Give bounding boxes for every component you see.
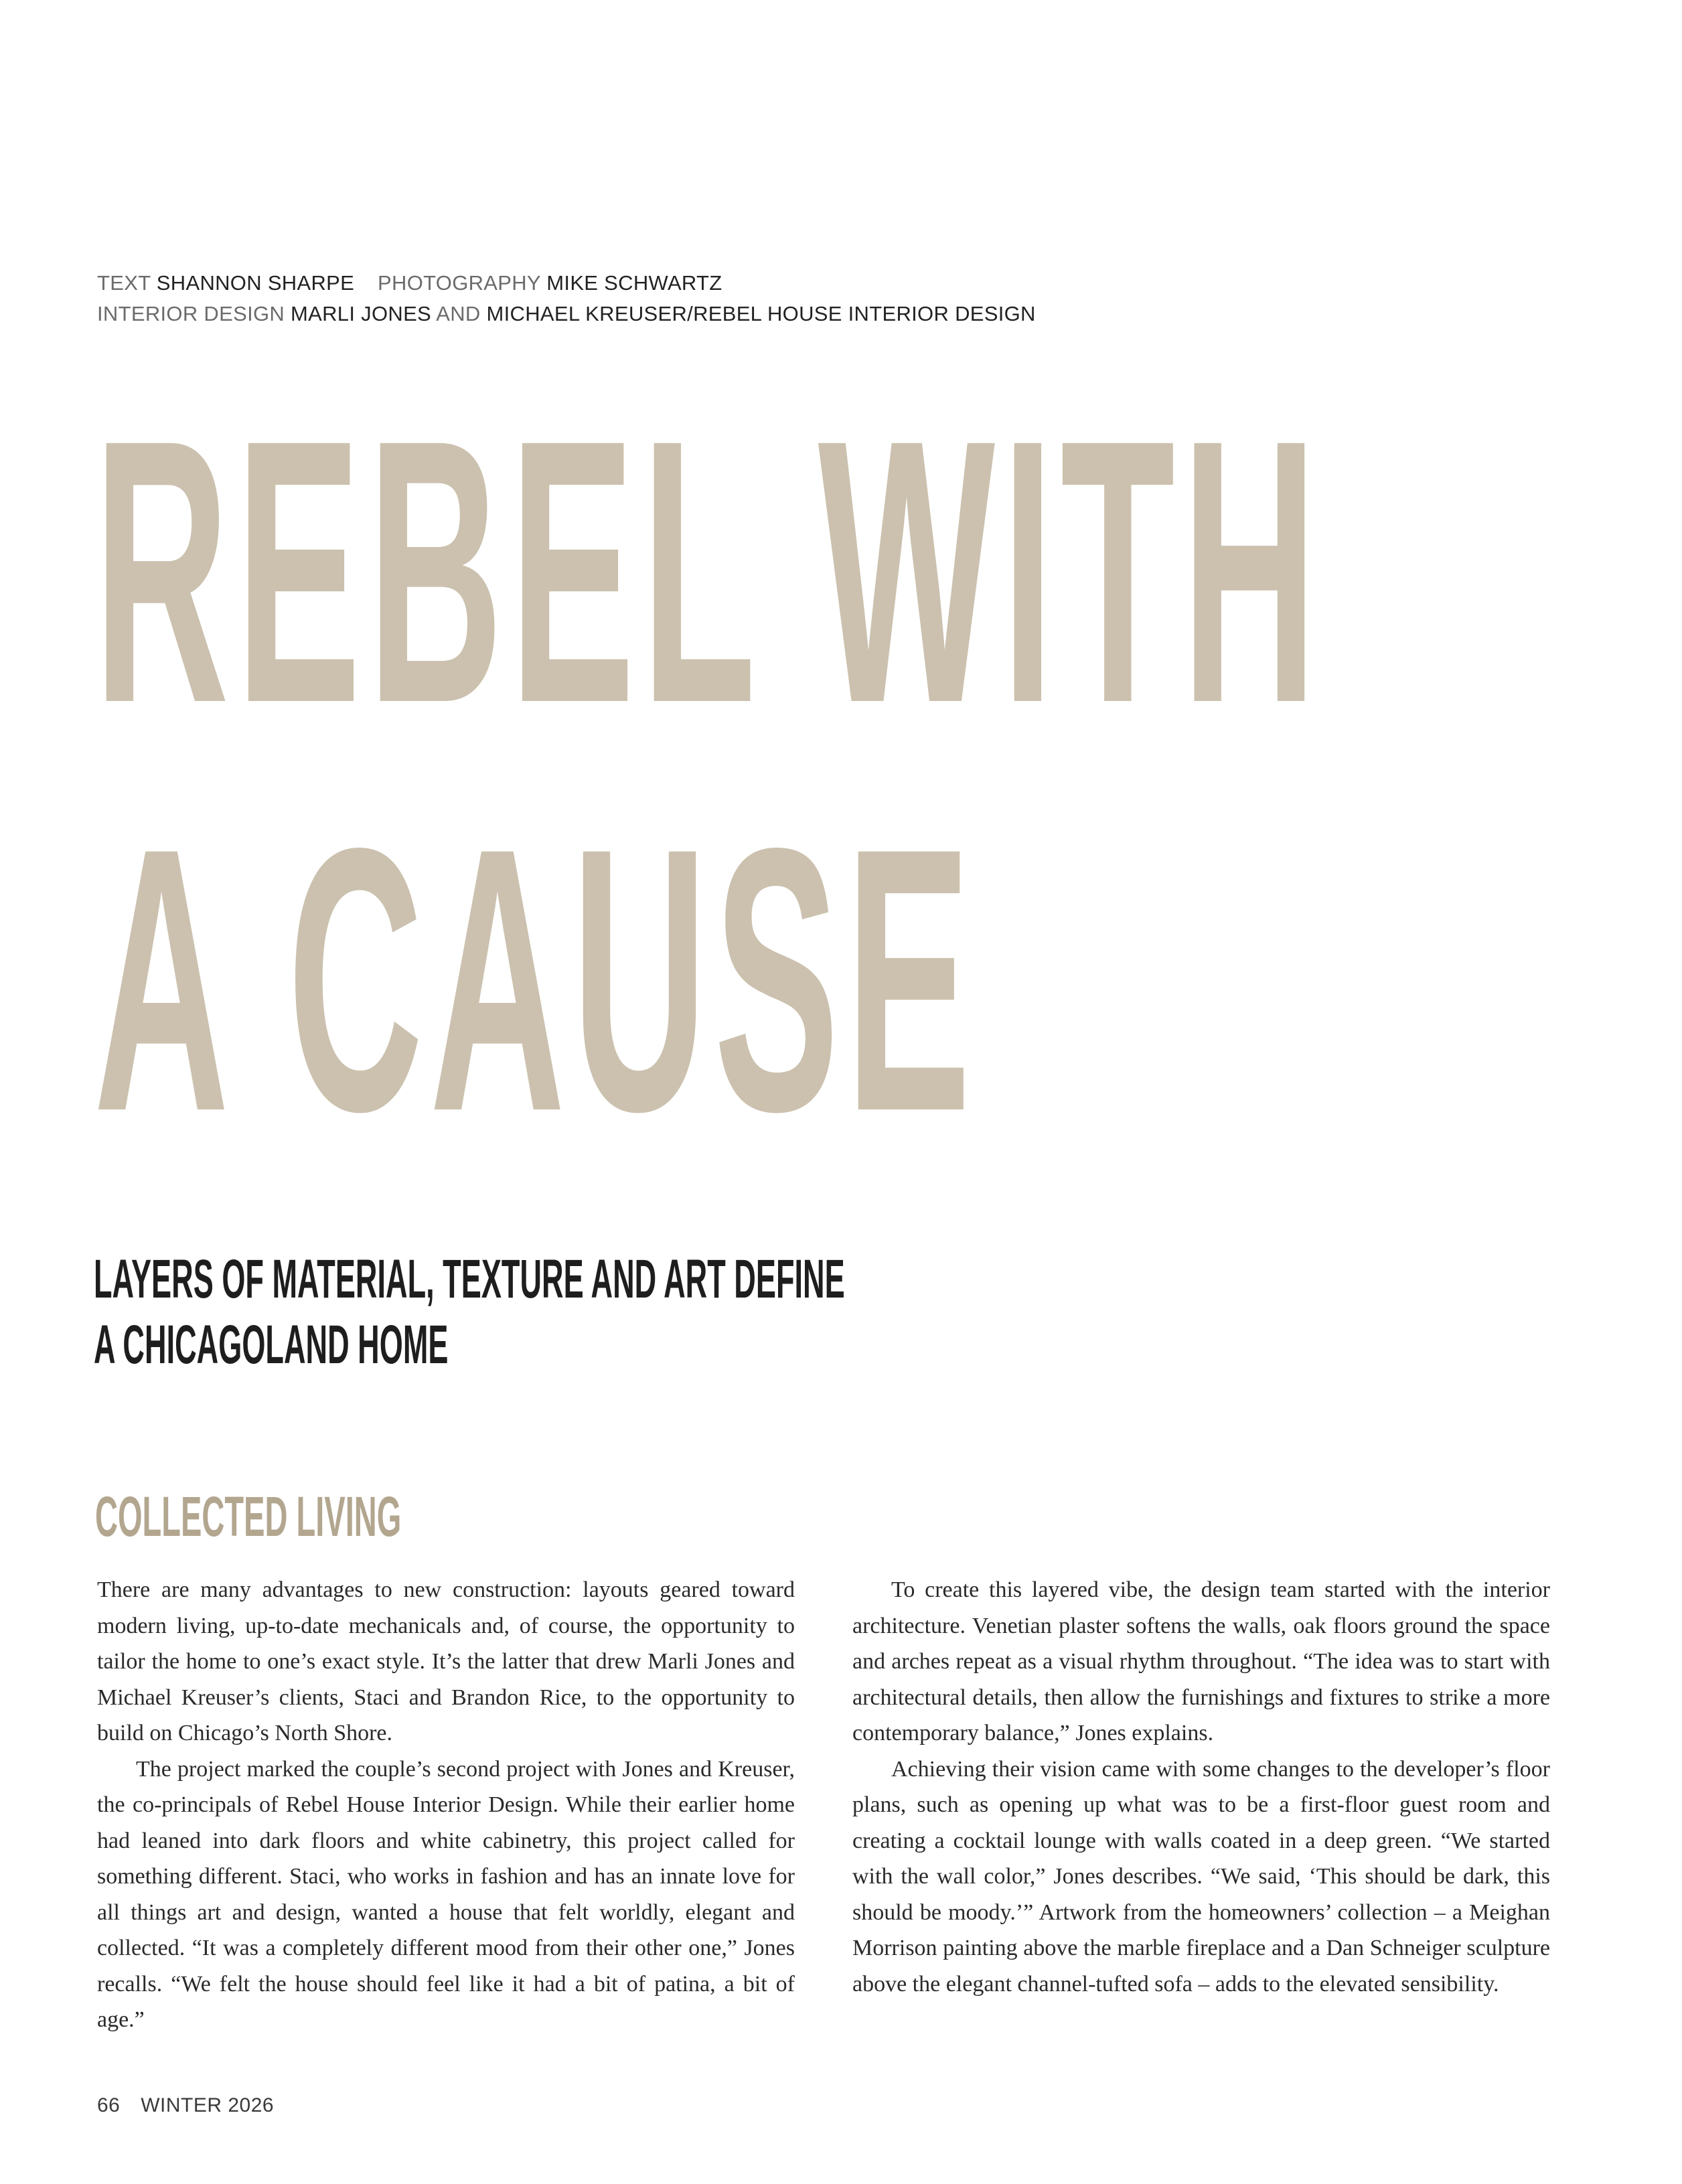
body-column-right — [852, 1572, 1550, 2002]
deck-line-2: A CHICAGOLAND HOME — [94, 1314, 449, 1375]
credits-line-1 — [97, 268, 1235, 299]
designer-name-1: MARLI JONES — [291, 302, 432, 325]
headline-line-2: A CAUSE — [94, 770, 978, 1189]
page-number: 66 — [97, 2094, 121, 2116]
issue-label: WINTER 2026 — [141, 2094, 275, 2116]
paragraph: Achieving their vision came with some changes to the developer’s floor plans, such as opening up what was to be a first-floor guest room and creating a cocktail lounge with walls coated in a deep green. “We started with the wall color,” Jones describes. “We said, ‘This should be dark, this should be moody.’” Artwork from the homeowners’ collection – a Meighan Morrison painting above the marble fireplace and a Dan Schneiger sculpture above the elegant channel-tufted sofa – adds to the elevated sensibility. — [852, 1756, 1550, 1997]
credits-line-2 — [97, 299, 1235, 329]
headline — [94, 362, 1324, 1189]
photography-credit-label: PHOTOGRAPHY — [378, 271, 541, 295]
paragraph: To create this layered vibe, the design team started with the interior architecture. Venetian plaster softens the walls, oak floors ground the space and arches repeat as a visual rhythm throughout. “The idea was to start with architectural details, then allow the furnishings and fixtures to strike a more contemporary balance,” Jones explains. — [852, 1577, 1550, 1745]
folio — [97, 2094, 274, 2117]
photographer-name: MIKE SCHWARTZ — [546, 271, 722, 295]
designer-name-2: MICHAEL KREUSER/REBEL HOUSE INTERIOR DESIGN — [486, 302, 1036, 325]
body-column-left — [97, 1572, 795, 2038]
paragraph: There are many advantages to new construction: layouts geared toward modern living, up-to-date mechanicals and, of course, the opportunity to tailor the home to one’s exact style. It’s the latter that drew Marli Jones and Michael Kreuser’s clients, Staci and Brandon Rice, to the opportunity to build on Chicago’s North Shore. — [97, 1577, 795, 1745]
paragraph: The project marked the couple’s second project with Jones and Kreuser, the co-principals of Rebel House Interior Design. While their earlier home had leaned into dark floors and white cabinetry, this project called for something different. Staci, who works in fashion and has an innate love for all things art and design, wanted a house that felt worldly, elegant and collected. “It was a completely different mood from their other one,” Jones recalls. “We felt the house should feel like it had a bit of patina, a bit of age.” — [97, 1756, 795, 2032]
headline-line-1: REBEL WITH — [94, 362, 1324, 781]
deck-line-1: LAYERS OF MATERIAL, TEXTURE AND ART DEFINE — [94, 1249, 845, 1310]
deck — [94, 1247, 845, 1378]
credits — [97, 268, 1235, 329]
writer-name: SHANNON SHARPE — [156, 271, 355, 295]
interior-design-credit-label: INTERIOR DESIGN — [97, 302, 285, 325]
section-heading: COLLECTED LIVING — [95, 1485, 402, 1548]
credits-and: AND — [436, 302, 481, 325]
text-credit-label: TEXT — [97, 271, 151, 295]
